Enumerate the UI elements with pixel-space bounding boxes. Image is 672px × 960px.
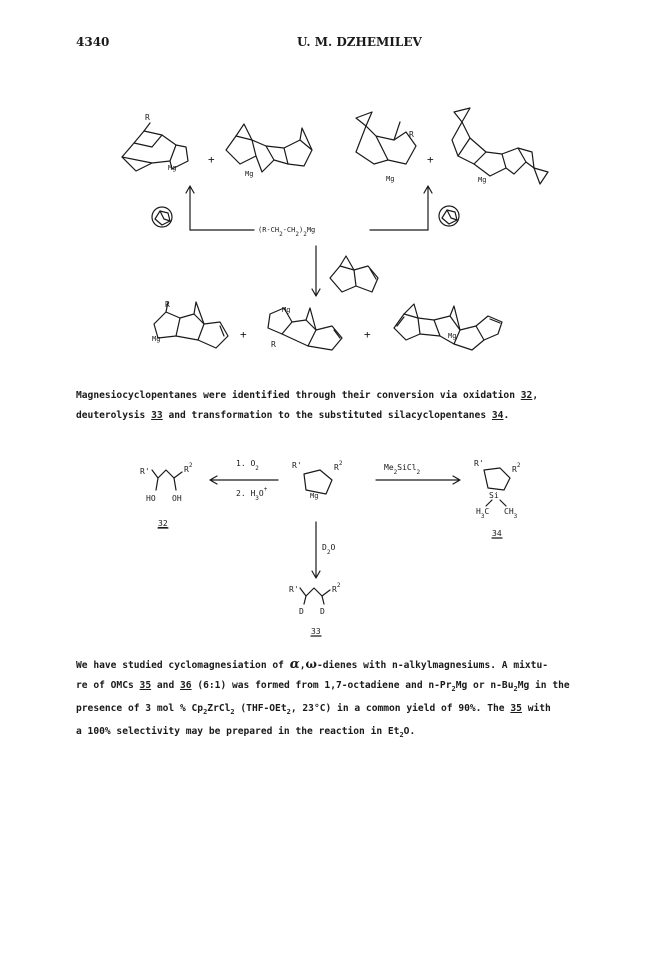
svg-text:2. H3O+: 2. $H_3O^+$ xyxy=(236,486,268,502)
svg-text:R2: $R^2$ xyxy=(184,462,193,474)
ref-33: 33 xyxy=(151,410,163,421)
svg-text:R': R' xyxy=(140,467,150,476)
reaction-scheme-1 xyxy=(0,0,672,360)
svg-text:1. O2: 1. $O_2$ xyxy=(236,459,259,472)
ref-35: 35 xyxy=(139,680,152,691)
structure-product-2 xyxy=(268,308,342,350)
svg-text:R': R' xyxy=(474,459,484,468)
structure-spiro-dimer-mg xyxy=(452,108,548,184)
running-author: U. M. DZHEMILEV xyxy=(297,35,422,49)
norbornadiene-reagent-left xyxy=(152,207,172,227)
ref-32: 32 xyxy=(520,390,533,401)
r-label: R xyxy=(145,113,150,122)
arrow-oxidation xyxy=(210,476,278,484)
svg-text:Me2SiCl2: $Me_2SiCl_2$ xyxy=(384,463,421,476)
arrow-down xyxy=(312,246,320,296)
scheme-caption: Magnesiocyclopentanes were identified through their conversion via oxidation 32, deuterolysis 33 and transformation to the substituted silacyclopentanes 34. xyxy=(76,390,539,421)
ref-35b: 35 xyxy=(510,703,522,714)
svg-text:D: D xyxy=(320,607,325,616)
svg-text:Mg: Mg xyxy=(386,175,395,183)
svg-text:R': R' xyxy=(292,461,302,470)
reagent-formula: (R-CH2-CH2)2Mg xyxy=(258,226,316,238)
compound-34-label: 34 xyxy=(492,529,502,538)
svg-text:R: R xyxy=(409,130,414,139)
compound-32-label: 32 xyxy=(158,519,168,528)
svg-text:+: + xyxy=(364,328,371,341)
reaction-scheme-2 xyxy=(0,440,672,640)
dicyclopentadiene-reagent xyxy=(330,256,378,292)
arrow-right-up xyxy=(424,186,432,230)
structure-diol-32 xyxy=(140,462,193,528)
structure-dideuterio-33 xyxy=(289,582,341,636)
svg-text:Mg: Mg xyxy=(310,492,319,500)
structure-dicyclopenta-mg xyxy=(226,124,312,172)
svg-text:Mg: Mg xyxy=(245,170,254,178)
svg-text:HO: HO xyxy=(146,494,156,503)
structure-magnesiocyclopentane-center xyxy=(292,460,343,500)
svg-text:R: R xyxy=(271,340,276,349)
arrow-silylation xyxy=(376,476,460,484)
svg-text:R2: $R^2$ xyxy=(332,582,341,594)
plus-sign: + xyxy=(208,153,215,166)
body-paragraph: We have studied cyclomagnesiation of α,ω-dienes with n-alkylmagnesiums. A mixtu- re of OMCs 35 and 36 (6:1) was formed from 1,7-octadiene and $n-Pr_2Mg$ or $n-Bu_2Mg$ in the presence of 3 mol % $Cp_2ZrCl_2$ (THF-OEt$_2$, 23°C) in a common yield of 90%. The 35 with a 100% selectivity may be prepared in the reaction in $Et_2O$. xyxy=(76,657,570,739)
norbornadiene-reagent-right xyxy=(439,206,459,226)
structure-silacyclopentane-34 xyxy=(474,459,521,538)
structure-spiro-norbornyl-mg xyxy=(356,112,416,164)
svg-text:R': R' xyxy=(289,585,299,594)
svg-text:D: D xyxy=(299,607,304,616)
svg-text:CH3: $CH_3$ xyxy=(504,507,518,520)
svg-text:Mg: Mg xyxy=(282,306,291,314)
structure-product-3 xyxy=(394,304,502,350)
compound-33-label: 33 xyxy=(311,627,321,636)
svg-text:Si: Si xyxy=(489,491,499,500)
structure-norbornyl-magnesiocyclopentane xyxy=(122,123,188,171)
page-number: 4340 xyxy=(76,35,110,49)
mg-label: Mg xyxy=(168,164,177,172)
svg-text:+: + xyxy=(240,328,247,341)
svg-text:Mg: Mg xyxy=(478,176,487,184)
svg-text:OH: OH xyxy=(172,494,182,503)
arrow-left-up xyxy=(186,186,194,230)
svg-text:R2: $R^2$ xyxy=(512,462,521,474)
svg-text:Mg: Mg xyxy=(448,332,457,340)
svg-text:Mg: Mg xyxy=(152,335,161,343)
svg-text:R: R xyxy=(165,300,170,309)
svg-text:R2: $R^2$ xyxy=(334,460,343,472)
svg-text:+: + xyxy=(427,153,434,166)
svg-text:H3C: $H_3C$ xyxy=(476,507,490,520)
arrow-deuterolysis xyxy=(312,522,320,578)
ref-34: 34 xyxy=(491,410,504,421)
svg-text:D2O: $D_2O$ xyxy=(322,543,336,556)
ref-36: 36 xyxy=(180,680,192,691)
